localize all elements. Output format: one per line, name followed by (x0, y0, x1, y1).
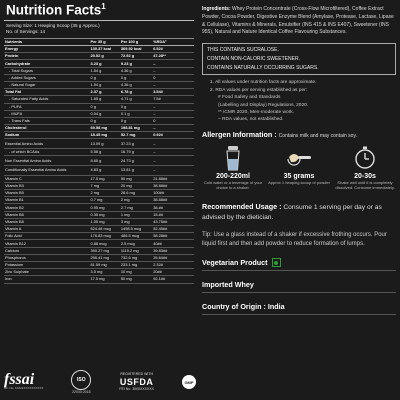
nutrition-cell: – (152, 81, 194, 88)
nutrition-cell: 50 mg (120, 276, 152, 283)
nutrition-row (4, 110, 194, 117)
nutrition-cell: - Natural Sugar (4, 81, 90, 88)
nutrition-cell: 47.28** (152, 53, 194, 60)
nutrition-cell: 256.41 mg (90, 254, 120, 261)
nutrition-row (4, 89, 194, 96)
nutrition-cell: 52.7 mg (120, 132, 152, 139)
nutrition-cell: 17.5 mg (90, 175, 120, 182)
nutrition-row (4, 46, 194, 53)
nutrition-cell: 39.83## (152, 247, 194, 254)
nutrition-cell: 3 mg (120, 218, 152, 225)
nutrition-cell: - MUFA (4, 110, 90, 117)
nutrition-cell: 13.81 g (120, 166, 152, 176)
nutrition-cell: 2 mg (90, 190, 120, 197)
warning-line: CONTAINS NATURALLY OCCURRING SUGARS. (207, 64, 319, 71)
nutrition-cell: 130.37 kcal (90, 46, 120, 53)
nutrition-cell: Folic Acid (4, 233, 90, 240)
nutrition-row (4, 74, 194, 81)
nutrition-cell: 0 g (120, 74, 152, 81)
nutrition-cell: 8.65 g (90, 156, 120, 166)
nutrition-row (4, 60, 194, 67)
nutrition-table (4, 39, 194, 284)
nutrition-cell: 69.58 mg (90, 125, 120, 132)
nutrition-row (4, 81, 194, 88)
nutrition-cell: Energy (4, 46, 90, 53)
nutrition-cell: 38.88## (152, 197, 194, 204)
nutrition-cell: 176.83 mcg (90, 233, 120, 240)
country-of-origin: Country of Origin : India (202, 302, 285, 312)
sweetener-warning-box (202, 43, 396, 75)
nutrition-row (4, 240, 194, 247)
nutrition-cell: 5.58 g (90, 149, 120, 156)
nutrition-cell: 10 mg (120, 269, 152, 276)
nutrition-cell: 21.88## (152, 175, 194, 182)
nutrition-row (4, 182, 194, 189)
nutrition-cell: – (152, 110, 194, 117)
nutrition-cell: – (152, 149, 194, 156)
nutrition-cell: – (152, 60, 194, 67)
nutrition-cell: 1.54 g (90, 67, 120, 74)
nutrition-row (4, 226, 194, 233)
nutrition-cell: 25.52 g (90, 53, 120, 60)
nutrition-cell: 369.92 kcal (120, 46, 152, 53)
nutrition-cell: 4.36 g (120, 81, 152, 88)
nutrition-cell: 3.54# (152, 89, 194, 96)
nutrition-row (4, 149, 194, 156)
nutrition-row (4, 233, 194, 240)
nutrition-cell: Phosphorus (4, 254, 90, 261)
nutrition-title: Nutrition Facts$^1$ (6, 2, 106, 18)
nutrition-cell: 233.1 mg (120, 261, 152, 268)
nutrition-row (4, 103, 194, 110)
nutrition-cell: 81.59 mg (90, 261, 120, 268)
nutrition-row (4, 197, 194, 204)
usage-step-water: 200-220ml Cold water or a beverage of your choice to a shaker. (202, 145, 264, 190)
nutrition-row (4, 156, 194, 166)
veg-mark-icon (272, 258, 281, 267)
nutrition-row (4, 67, 194, 74)
shaker-icon (224, 145, 242, 171)
nutrition-cell: 7.5# (152, 96, 194, 103)
recommended-usage: Recommended Usage : Consume 1 serving per day or as advised by the dietician. (202, 202, 382, 222)
nutrition-cell: 20 mg (120, 182, 152, 189)
nutrition-cell: – (152, 67, 194, 74)
nutrition-row (4, 166, 194, 176)
nutrition-cell: Vitamin B12 (4, 240, 90, 247)
nutrition-cell: 24.73 g (120, 156, 152, 166)
timer-icon (353, 145, 377, 171)
nutrition-row (4, 254, 194, 261)
iso-badge-icon: ISO (71, 370, 91, 390)
nutrition-cell: 0.92# (152, 132, 194, 139)
gmp-badge-icon: GMP (182, 375, 196, 389)
nutrition-cell: 20## (152, 269, 194, 276)
nutrition-cell: 58.28## (152, 233, 194, 240)
nutrition-cell: 72.92 g (120, 53, 152, 60)
nutrition-cell: 2.7 mg (120, 204, 152, 211)
nutrition-cell: 40## (152, 240, 194, 247)
nutrition-cell: 0.7 mg (90, 197, 120, 204)
nutrition-cell: 16.79 g (120, 149, 152, 156)
nutrition-row (4, 247, 194, 254)
nutrition-cell: - Total Sugars (4, 67, 90, 74)
nutrition-cell: 1 mg (120, 211, 152, 218)
nutrition-panel (0, 0, 198, 400)
nutrition-cell: 4.71 g (120, 96, 152, 103)
nutrition-cell: - Saturated Fatty Acids (4, 96, 90, 103)
nutrition-cell: 198.81 mg (120, 125, 152, 132)
nutrition-cell: 92.1## (152, 276, 194, 283)
servings-count: No. of Servings: 14 (6, 29, 46, 35)
nutrition-row (4, 96, 194, 103)
nutrition-cell: – (152, 125, 194, 132)
nutrition-cell: 0 (152, 74, 194, 81)
nutrition-cell: 1115.2 mg (120, 247, 152, 254)
nutrition-cell: 38.88## (152, 182, 194, 189)
nutrition-row (4, 269, 194, 276)
usage-tip: Tip: Use a glass instead of a shaker if excessive frothing occurs. Pour liquid first and then add powder to reduce formation of lumps. (202, 232, 387, 248)
nutrition-cell: Sodium (4, 132, 90, 139)
nutrition-cell: 2.37 g (90, 89, 120, 96)
nutrition-cell: 2.32# (152, 261, 194, 268)
nutrition-cell: Vitamin B6 (4, 211, 90, 218)
nutrition-cell: 0 g (90, 117, 120, 124)
imported-whey: Imported Whey (202, 280, 254, 290)
nutrition-cell: Non Essential Amino Acids (4, 156, 90, 166)
nutrition-cell: 38.## (152, 204, 194, 211)
nutrition-cell: Zinc Sulphate (4, 269, 90, 276)
nutrition-cell: 17.5 mg (90, 276, 120, 283)
nutrition-cell: 43.75## (152, 218, 194, 225)
nutrition-cell: 25.64## (152, 254, 194, 261)
nutrition-cell: Calcium (4, 247, 90, 254)
nutrition-cell: 52.45## (152, 226, 194, 233)
nutrition-header-row: Nutrients Per 35 g Per 100 g %RDA² (4, 39, 194, 46)
nutrition-cell: 2.5 mcg (120, 240, 152, 247)
nutrition-cell: 4.36 g (120, 67, 152, 74)
nutrition-row (4, 117, 194, 124)
usage-steps (202, 145, 396, 190)
nutrition-cell: 732.6 mg (120, 254, 152, 261)
nutrition-cell: Vitamin C (4, 175, 90, 182)
warning-line: THIS CONTAINS SUCRALOSE. (207, 47, 279, 53)
nutrition-cell: – (152, 103, 194, 110)
nutrition-cell: – (152, 166, 194, 176)
nutrition-cell: 0 (152, 117, 194, 124)
nutrition-cell: 0.88 mcg (90, 240, 120, 247)
nutrition-cell: Total Fat (4, 89, 90, 96)
nutrition-cell: 7 mg (90, 182, 120, 189)
nutrition-cell: 0 g (120, 103, 152, 110)
nutrition-cell: Vitamin A (4, 226, 90, 233)
nutrition-row (4, 175, 194, 182)
nutrition-cell: 1.05 mg (90, 218, 120, 225)
nutrition-cell: – (152, 156, 194, 166)
iso-logo: ISO 22000:2018 (71, 370, 91, 394)
nutrition-cell: - Added Sugars (4, 74, 90, 81)
nutrition-cell: 18.45 mg (90, 132, 120, 139)
info-panel (198, 0, 400, 400)
nutrition-row (4, 204, 194, 211)
nutrition-cell: Vitamin B5 (4, 190, 90, 197)
nutrition-cell: 2 mg (120, 197, 152, 204)
usage-step-shake: 20-30s Shake well until it is completely dissolved. Consume immediately. (334, 145, 396, 190)
nutrition-row (4, 276, 194, 283)
nutrition-cell: 390.27 mg (90, 247, 120, 254)
nutrition-cell: 100## (152, 190, 194, 197)
ingredients: Ingredients: Whey Protein Concentrate (Cross-Flow Microfiltered), Coffee Extract Powder, Cocoa Powder, Digestive Enzyme Blend (Amylase, Protease, Lactase, Lipase & Cellulase), Vitamins & Minerals, Emulsifier (INS 415 & INS E407), Sweetener (INS 955), Natural and Nature Identical Coffee Flavouring Substances. (202, 6, 394, 36)
nutrition-cell: 6.78 g (120, 89, 152, 96)
nutrition-cell: 13.09 g (90, 139, 120, 149)
nutrition-row (4, 261, 194, 268)
nutrition-cell: 50 mg (120, 175, 152, 182)
nutrition-cell: Protein (4, 53, 90, 60)
nutrition-cell: 4.83 g (90, 166, 120, 176)
nutrition-row (4, 211, 194, 218)
nutrition-cell: 486.5 mcg (120, 233, 152, 240)
allergen-info: Allergen Information : Contains milk and may contain soy. (202, 129, 357, 139)
nutrition-cell: 524.48 mcg (90, 226, 120, 233)
nutrition-cell: 1498.5 mcg (120, 226, 152, 233)
nutrition-cell: - of which BCAAs (4, 149, 90, 156)
nutrition-row (4, 53, 194, 60)
nutrition-row (4, 132, 194, 139)
nutrition-cell: Carbohydrate (4, 60, 90, 67)
nutrition-cell: 0.04 g (90, 110, 120, 117)
nutrition-cell: Vitamin B8 (4, 218, 90, 225)
nutrition-cell: Iron (4, 276, 90, 283)
nutrition-cell: 0.35 mg (90, 211, 120, 218)
nutrition-cell: 1.54 g (90, 81, 120, 88)
certification-logos (4, 370, 196, 394)
nutrition-cell: Essential Amino Acids (4, 139, 90, 149)
nutrition-cell: 3.23 g (90, 60, 120, 67)
nutrition-cell: Vitamin B2 (4, 204, 90, 211)
nutrition-cell: Conditionally Essential Amino Acids (4, 166, 90, 176)
nutrition-cell: 9.23 g (120, 60, 152, 67)
usfda-logo: REGISTERED WITH USFDA FEI No. 3000XXXXXX (119, 372, 154, 392)
nutrition-cell: Potassium (4, 261, 90, 268)
nutrition-cell: 1.65 g (90, 96, 120, 103)
nutrition-cell: – (152, 139, 194, 149)
nutrition-cell: 15.## (152, 211, 194, 218)
nutrition-cell: 6.52# (152, 46, 194, 53)
nutrition-row (4, 139, 194, 149)
nutrition-row (4, 190, 194, 197)
nutrition-cell: 0 g (90, 74, 120, 81)
fssai-logo: fssai Lic. No. 10022XXXXXXXXXX (4, 370, 44, 391)
serving-size: Serving Size: 1 Heaping Scoop (35 g Approx.) (6, 22, 100, 28)
nutrition-row (4, 218, 194, 225)
nutrition-cell: 37.23 g (120, 139, 152, 149)
scoop-icon (285, 145, 313, 171)
nutrition-cell: 0.95 mg (90, 204, 120, 211)
nutrition-cell: 0 g (90, 103, 120, 110)
serving-info (4, 21, 194, 39)
nutrition-cell: Vitamin B3 (4, 182, 90, 189)
nutrition-cell: - PUFA (4, 103, 90, 110)
nutrition-cell: Cholesterol (4, 125, 90, 132)
nutrition-cell: 0.1 g (120, 110, 152, 117)
vegetarian-product: Vegetarian Product (202, 258, 396, 267)
warning-line: CONTAIN NON-CALORIC SWEETENER. (207, 55, 300, 62)
nutrition-cell: 28.6 mg (120, 190, 152, 197)
rda-notes: 1. All values under nutrition facts are approximate. 2. RDA values per serving established as per: # Food Safety and Standards (Labelling and Display) Regulations, 2020. ** ICMR 2020, Men-moderate work. – RDA values, not established. (210, 80, 317, 123)
usage-step-scoop: 35 grams Approx 1 heaping scoop of powder (268, 145, 330, 190)
nutrition-cell: - Trans Fats (4, 117, 90, 124)
nutrition-cell: Vitamin B1 (4, 197, 90, 204)
nutrition-cell: 0 g (120, 117, 152, 124)
nutrition-row (4, 125, 194, 132)
nutrition-cell: 3.5 mg (90, 269, 120, 276)
